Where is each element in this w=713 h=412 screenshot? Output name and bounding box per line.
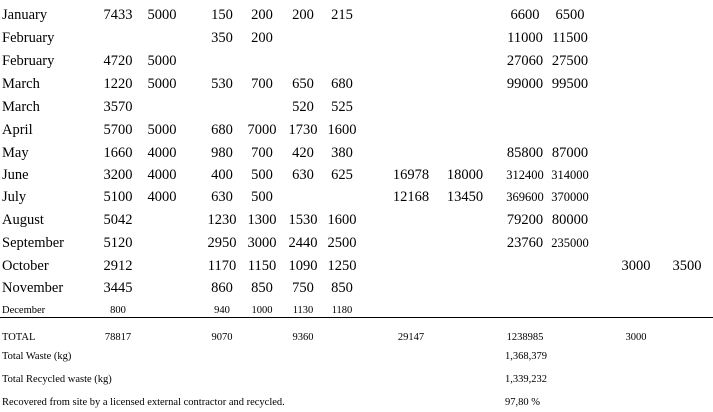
- totals-label: TOTAL: [2, 332, 36, 343]
- data-cell: 350: [211, 30, 233, 46]
- month-label: February: [2, 30, 55, 46]
- data-cell: 79200: [506, 212, 544, 228]
- summary-line: [0, 371, 713, 389]
- summary-label: Recovered from site by a licensed external contractor and recycled.: [2, 397, 285, 408]
- table-row: [0, 186, 713, 208]
- summary-line: [0, 348, 713, 366]
- data-cell: 1170: [207, 258, 237, 274]
- data-cell: 940: [214, 305, 230, 316]
- data-cell: 1730: [288, 122, 318, 138]
- table-row: [0, 209, 713, 231]
- data-cell: 1130: [292, 305, 314, 316]
- month-label: April: [2, 122, 33, 138]
- table-row: [0, 164, 713, 186]
- data-cell: 530: [211, 76, 233, 92]
- data-cell: 400: [211, 167, 233, 183]
- data-cell: 314000: [551, 168, 589, 182]
- data-cell: 85800: [506, 145, 544, 161]
- data-cell: 2912: [103, 258, 133, 274]
- month-label: November: [2, 280, 64, 296]
- data-cell: 200: [251, 30, 273, 46]
- month-label: May: [2, 145, 29, 161]
- data-cell: 630: [211, 189, 233, 205]
- data-cell: 1220: [103, 76, 133, 92]
- data-cell: 87000: [551, 145, 589, 161]
- data-cell: 5700: [103, 122, 133, 138]
- data-cell: 700: [251, 145, 273, 161]
- data-cell: 1180: [331, 305, 353, 316]
- table-row: [0, 73, 713, 95]
- data-cell: 6500: [555, 7, 585, 23]
- total-cell: 3000: [625, 332, 647, 343]
- data-cell: 1090: [288, 258, 318, 274]
- data-cell: 850: [331, 280, 353, 296]
- total-cell: 9070: [211, 332, 233, 343]
- data-cell: 4720: [103, 53, 133, 69]
- totals-divider: [0, 317, 713, 318]
- data-cell: 630: [292, 167, 314, 183]
- table-row: [0, 300, 713, 322]
- data-cell: 2500: [327, 235, 357, 251]
- data-cell: 525: [331, 99, 353, 115]
- data-cell: 11000: [507, 30, 543, 46]
- data-cell: 7433: [103, 7, 133, 23]
- table-row: [0, 255, 713, 277]
- data-cell: 380: [331, 145, 353, 161]
- data-cell: 27500: [551, 53, 589, 69]
- data-cell: 3200: [103, 167, 133, 183]
- data-cell: 150: [211, 7, 233, 23]
- data-cell: 5000: [147, 7, 177, 23]
- data-cell: 1300: [247, 212, 277, 228]
- month-label: August: [2, 212, 44, 228]
- data-cell: 12168: [392, 189, 430, 205]
- data-cell: 5100: [103, 189, 133, 205]
- data-cell: 1530: [288, 212, 318, 228]
- data-cell: 1660: [103, 145, 133, 161]
- month-label: February: [2, 53, 55, 69]
- data-cell: 520: [292, 99, 314, 115]
- data-cell: 500: [251, 167, 273, 183]
- total-cell: 1238985: [506, 332, 544, 343]
- summary-label: Total Recycled waste (kg): [2, 374, 112, 385]
- summary-line: [0, 394, 713, 412]
- data-cell: 5000: [147, 76, 177, 92]
- month-label: June: [2, 167, 29, 183]
- data-cell: 2440: [288, 235, 318, 251]
- month-label: December: [2, 305, 46, 316]
- data-cell: 215: [331, 7, 353, 23]
- data-cell: 6600: [510, 7, 540, 23]
- data-cell: 5042: [103, 212, 133, 228]
- data-cell: 4000: [147, 167, 177, 183]
- month-label: October: [2, 258, 49, 274]
- data-cell: 369600: [506, 190, 544, 204]
- data-cell: 18000: [446, 167, 484, 183]
- data-cell: 1600: [327, 122, 357, 138]
- total-cell: 29147: [397, 332, 425, 343]
- data-cell: 7000: [247, 122, 277, 138]
- data-cell: 3500: [672, 258, 702, 274]
- data-cell: 200: [292, 7, 314, 23]
- table-row: [0, 50, 713, 72]
- summary-value: 1,339,232: [505, 374, 547, 385]
- table-row: [0, 4, 713, 26]
- data-cell: 2950: [207, 235, 237, 251]
- data-cell: 420: [292, 145, 314, 161]
- data-cell: 4000: [147, 189, 177, 205]
- data-cell: 680: [331, 76, 353, 92]
- data-cell: 370000: [551, 190, 589, 204]
- data-cell: 312400: [506, 168, 544, 182]
- data-cell: 5120: [103, 235, 133, 251]
- data-cell: 3000: [247, 235, 277, 251]
- data-cell: 13450: [446, 189, 484, 205]
- summary-value: 1,368,379: [505, 351, 547, 362]
- data-cell: 980: [211, 145, 233, 161]
- data-cell: 700: [251, 76, 273, 92]
- data-cell: 80000: [551, 212, 589, 228]
- total-cell: 9360: [292, 332, 314, 343]
- data-cell: 1250: [327, 258, 357, 274]
- totals-row: [0, 328, 713, 348]
- summary-label: Total Waste (kg): [2, 351, 72, 362]
- month-label: March: [2, 99, 40, 115]
- table-row: [0, 119, 713, 141]
- total-cell: 78817: [104, 332, 132, 343]
- data-cell: 16978: [392, 167, 430, 183]
- data-cell: 750: [292, 280, 314, 296]
- data-cell: 11500: [552, 30, 588, 46]
- table-row: [0, 277, 713, 299]
- data-cell: 3000: [621, 258, 651, 274]
- data-cell: 680: [211, 122, 233, 138]
- data-cell: 4000: [147, 145, 177, 161]
- data-cell: 3570: [103, 99, 133, 115]
- data-cell: 1230: [207, 212, 237, 228]
- summary-value: 97,80 %: [505, 397, 540, 408]
- table-row: [0, 27, 713, 49]
- data-cell: 625: [331, 167, 353, 183]
- table-row: [0, 232, 713, 254]
- data-cell: 5000: [147, 122, 177, 138]
- month-label: September: [2, 235, 65, 251]
- month-label: January: [2, 7, 48, 23]
- data-cell: 1600: [327, 212, 357, 228]
- data-cell: 1150: [247, 258, 277, 274]
- data-cell: 200: [251, 7, 273, 23]
- data-cell: 850: [251, 280, 273, 296]
- data-cell: 500: [251, 189, 273, 205]
- table-row: [0, 96, 713, 118]
- data-cell: 99000: [506, 76, 544, 92]
- data-cell: 235000: [551, 236, 589, 250]
- data-cell: 27060: [506, 53, 544, 69]
- data-cell: 1000: [251, 305, 273, 316]
- table-row: [0, 142, 713, 164]
- data-cell: 860: [211, 280, 233, 296]
- data-cell: 99500: [551, 76, 589, 92]
- data-cell: 5000: [147, 53, 177, 69]
- month-label: July: [2, 189, 27, 205]
- data-cell: 800: [110, 305, 126, 316]
- month-label: March: [2, 76, 40, 92]
- data-cell: 650: [292, 76, 314, 92]
- data-cell: 23760: [506, 235, 544, 251]
- data-cell: 3445: [103, 280, 133, 296]
